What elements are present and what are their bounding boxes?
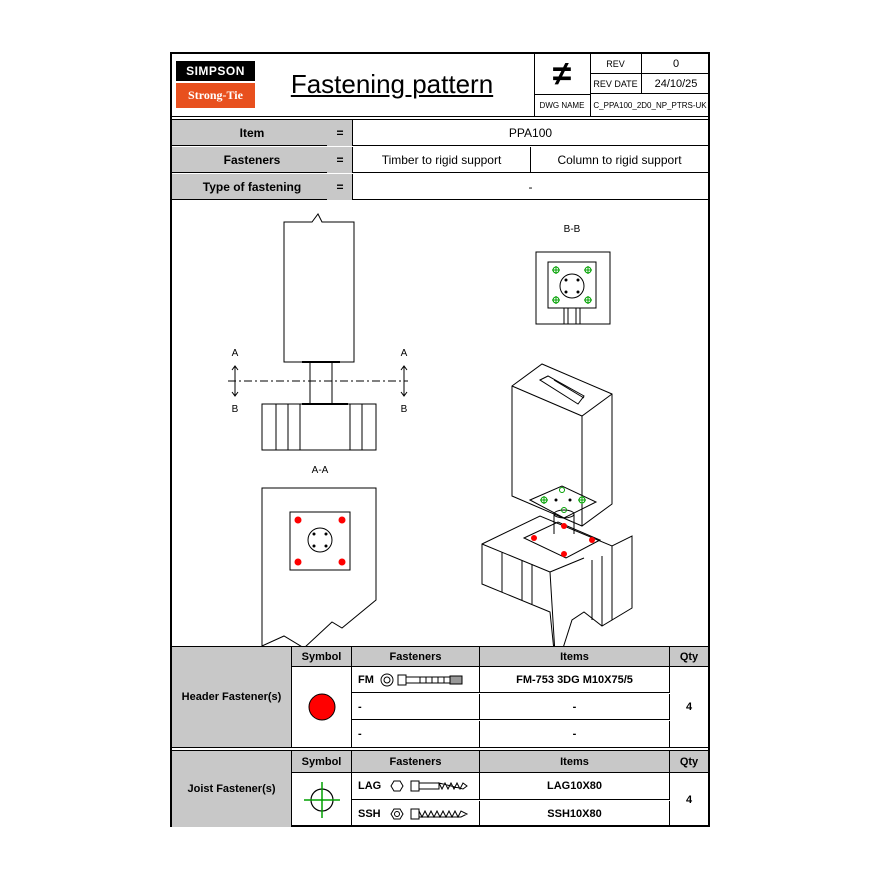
marker-b-right: B: [400, 404, 408, 415]
technical-drawing: [172, 200, 708, 646]
post-stem: [310, 362, 332, 404]
ssh-screw-icon: [387, 807, 473, 821]
header-qty-col: Qty: [670, 647, 708, 667]
rev-date-value: 24/10/25: [642, 74, 710, 94]
marker-b-left: B: [231, 404, 239, 415]
header-fastener-row-2: -: [352, 694, 480, 720]
rev-value: 0: [642, 54, 710, 74]
marker-a-right: A: [400, 348, 408, 359]
anchor-bolt-icon: [380, 673, 470, 687]
fasteners-label: Fasteners: [172, 147, 332, 173]
header-fastener-row-1: [352, 667, 480, 693]
equals-sign: =: [327, 147, 353, 173]
dwg-name-value: C_PPA100_2D0_NP_PTRS-UK: [593, 100, 707, 110]
joist-items-col: Items: [480, 751, 670, 773]
fasteners-value-column: Column to rigid support: [530, 147, 708, 173]
joist-fasteners-col: Fasteners: [352, 751, 480, 773]
iso-base: [482, 516, 632, 646]
fastener-code: SSH: [358, 808, 381, 820]
fastener-code: LAG: [358, 780, 382, 792]
header-fasteners-label: Header Fastener(s): [172, 647, 292, 747]
header-fasteners-col: Fasteners: [352, 647, 480, 667]
equals-sign: =: [327, 174, 353, 200]
joist-fastener-row-1: [352, 773, 480, 800]
section-bb-label: B-B: [563, 224, 581, 235]
not-equal-icon: ≠: [552, 54, 572, 93]
fastener-code: FM: [358, 673, 374, 686]
base-block: [262, 404, 376, 450]
joist-qty-col: Qty: [670, 751, 708, 773]
type-value: -: [352, 174, 708, 200]
joist-item-row-1: LAG10X80: [480, 773, 670, 800]
green-crosshair-icon: [302, 780, 342, 820]
header-items-col: Items: [480, 647, 670, 667]
header-item-row-1: FM-753 3DG M10X75/5: [480, 667, 670, 693]
column-front-view: [284, 214, 354, 362]
iso-top-plate: [530, 486, 596, 518]
joist-fastener-row-2: [352, 801, 480, 827]
marker-a-left: A: [231, 348, 239, 359]
item-label: Item: [172, 120, 332, 146]
red-dot-icon: [307, 692, 337, 722]
section-bb-outline: [536, 252, 610, 324]
iso-column: [512, 364, 612, 526]
equals-sign: =: [327, 120, 353, 146]
drawing-sheet: [170, 52, 710, 827]
simpson-logo: SIMPSON: [176, 61, 255, 81]
joist-symbol-cell: [292, 773, 352, 827]
joist-symbol-col: Symbol: [292, 751, 352, 773]
header-item-row-2: -: [480, 694, 670, 720]
joist-qty-value: 4: [685, 794, 693, 806]
section-aa-label: A-A: [311, 465, 329, 476]
strong-tie-logo: Strong-Tie: [176, 83, 255, 108]
header-symbol-cell: [292, 667, 352, 747]
header-fastener-row-3: -: [352, 721, 480, 747]
header-fastener-dots: [295, 517, 596, 566]
type-label: Type of fastening: [172, 174, 332, 200]
header-item-row-3: -: [480, 721, 670, 747]
joist-fasteners-label: Joist Fastener(s): [172, 751, 292, 827]
rev-label: REV: [590, 54, 642, 74]
page-title: Fastening pattern: [290, 68, 494, 99]
header-qty-value: 4: [685, 701, 693, 713]
header-symbol-col: Symbol: [292, 647, 352, 667]
rev-date-label: REV DATE: [590, 74, 642, 94]
fasteners-value-timber: Timber to rigid support: [352, 147, 530, 173]
joist-item-row-2: SSH10X80: [480, 801, 670, 827]
lag-screw-icon: [387, 779, 473, 793]
item-value: PPA100: [352, 120, 708, 146]
dwg-name-label: DWG NAME: [534, 94, 590, 116]
